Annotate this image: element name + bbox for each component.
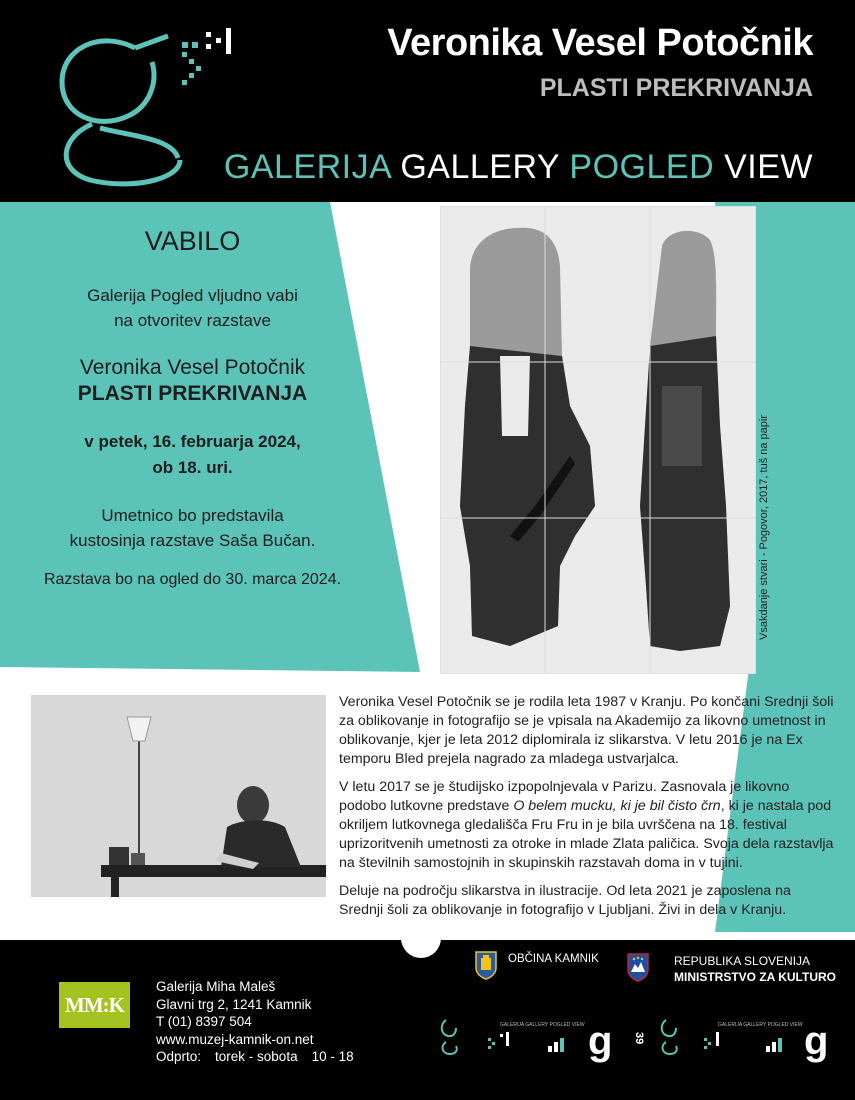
- footer-hours: [156, 1048, 354, 1066]
- small-g-logo-icon-2: [662, 1020, 719, 1054]
- hours-time: 10 - 18: [311, 1049, 354, 1064]
- big-g-letter-1: g: [588, 1019, 613, 1063]
- invitation-title: VABILO: [144, 226, 241, 256]
- ministry-line-1: REPUBLIKA SLOVENIJA: [674, 954, 811, 968]
- footer-gallery-name: Galerija Miha Maleš: [156, 979, 276, 994]
- bio-paragraph-2: [339, 778, 834, 873]
- artwork-caption: Vsakdanje stvari - Pogovor, 2017, tuš na papir: [758, 414, 770, 640]
- hours-label: Odprto:: [156, 1049, 202, 1064]
- invitation-exhibition: PLASTI PREKRIVANJA: [77, 382, 308, 405]
- artist-bio: [339, 693, 834, 929]
- gallery-word-galerija: GALERIJA: [223, 148, 391, 186]
- header-exhibition-title: PLASTI PREKRIVANJA: [539, 74, 813, 102]
- gallery-word-view: VIEW: [724, 148, 813, 186]
- big-g-letter-2: g: [804, 1019, 829, 1063]
- invitation-intro: Galerija Pogled vljudno vabi na otvoritev razstave: [87, 286, 298, 330]
- invitation-until: Razstava bo na ogled do 30. marca 2024.: [43, 571, 342, 588]
- invitation-curator: Umetnico bo predstavila kustosinja razstave Saša Bučan.: [69, 506, 316, 550]
- footer-gallery-logos: [440, 1012, 840, 1067]
- bio-play-title: O belem mucku, ki je bil čisto črn: [513, 798, 721, 814]
- gallery-g-logo-icon: [40, 20, 250, 200]
- invitation-block: [20, 226, 365, 591]
- gallery-name-line: [224, 148, 813, 187]
- ministry-line-2: MINISTRSTVO ZA KULTURO: [674, 970, 836, 984]
- bio-paragraph-2-start: V letu 2017 se je študijsko izpopolnjevala v Parizu. Zasnovala je likovno podobo lutkovne predstave: [339, 779, 790, 814]
- footer-website[interactable]: www.muzej-kamnik-on.net: [156, 1031, 314, 1047]
- footer-street: Glavni trg 2, 1241 Kamnik: [156, 996, 312, 1012]
- ministry-label: [674, 953, 836, 985]
- bio-paragraph-3: Deluje na področju slikarstva in ilustracije. Od leta 2021 je zaposlena na Srednji šoli za oblikovanje in fotografijo v Ljubljani. Živi in dela v Kranju.: [339, 883, 791, 918]
- artwork-image: [440, 206, 756, 674]
- footer-address: [156, 978, 354, 1066]
- hours-days: torek - sobota: [215, 1049, 298, 1064]
- small-g-logo-icon-1: [442, 1020, 509, 1054]
- artist-photo: [31, 695, 326, 897]
- mmk-logo: MM:K: [59, 982, 130, 1028]
- invitation-date: v petek, 16. februarja 2024, ob 18. uri.: [84, 432, 301, 477]
- footer-notch-circle: [400, 922, 442, 958]
- header-artist-name: Veronika Vesel Potočnik: [387, 22, 813, 64]
- gallery-word-gallery: GALLERY: [400, 148, 560, 186]
- slovenia-crest-icon: [626, 952, 650, 982]
- logo-number: 39: [633, 1032, 645, 1045]
- kamnik-crest-icon: [474, 950, 498, 980]
- invitation-artist: Veronika Vesel Potočnik: [79, 356, 306, 379]
- footer-phone: T (01) 8397 504: [156, 1014, 252, 1029]
- gallery-word-pogled: POGLED: [569, 148, 715, 186]
- bio-paragraph-2-end: , ki je nastala pod okriljem lutkovnega gledališča Fru Fru in je bila uvrščena na 18. festival uprizoritvenih umetnosti za otroke in mlade Zlata paličica. Svoja dela razstavlja na številnih samostojnih in skupinskih razstavah doma in v tujini.: [339, 798, 834, 871]
- small-logo-text-1: GALERIJA GALLERY POGLED VIEW: [500, 1022, 585, 1028]
- kamnik-label: OBČINA KAMNIK: [508, 953, 599, 965]
- bio-paragraph-1: Veronika Vesel Potočnik se je rodila leta 1987 v Kranju. Po končani Srednji šoli za oblikovanje in fotografijo se je vpisala na Akademijo za likovno umetnost in oblikovanje, kjer je leta 2012 diplomirala iz slikarstva. V letu 2016 je na Ex temporu Bled prejela nagrado za mladega ustvarjalca.: [339, 694, 834, 767]
- small-logo-text-2: GALERIJA GALLERY POGLED VIEW: [718, 1022, 803, 1028]
